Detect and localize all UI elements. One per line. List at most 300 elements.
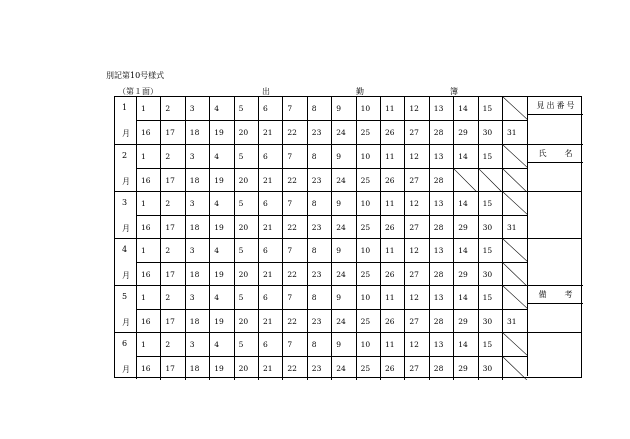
day-number: 26 [385,127,395,137]
day-cell [503,310,527,334]
name-label: 氏 名 [538,149,573,158]
month-row [115,238,581,285]
day-number: 18 [189,269,200,279]
day-number: 12 [409,104,419,113]
day-cell [137,97,161,120]
day-cell [454,357,478,381]
day-cell [430,97,454,120]
day-number: 2 [165,293,171,302]
day-cell [454,333,478,356]
day-number: 21 [263,127,273,137]
day-number: 4 [214,246,219,255]
day-cell [479,286,503,309]
day-number: 23 [311,363,322,373]
day-cell [259,97,283,120]
day-cell [259,263,283,287]
day-cell [430,263,454,287]
day-cell [186,310,210,334]
day-cell [137,239,161,262]
day-cell [283,97,307,120]
unused-day-cell [479,169,503,193]
day-cell [283,333,307,356]
day-cell [259,239,283,262]
form-title: 別記第10号様式 [106,71,165,80]
day-line [137,286,527,310]
day-cell [381,333,405,356]
day-number: 6 [263,104,268,113]
day-cell [430,357,454,381]
day-number: 21 [263,175,273,185]
day-number: 10 [360,293,371,302]
day-number: 4 [214,104,219,113]
month-label: 月 [122,224,130,233]
day-number: 31 [507,222,517,232]
day-cell [454,286,478,309]
day-number: 1 [141,340,146,349]
month-label: 月 [122,271,130,280]
day-cell [210,263,234,287]
day-number: 18 [189,222,200,232]
day-number: 20 [238,269,249,279]
day-number: 8 [311,152,317,161]
day-cell [430,145,454,168]
day-number: 7 [287,340,293,349]
day-number: 23 [311,175,322,185]
day-number: 23 [311,127,322,137]
day-cell [430,286,454,309]
day-cell [454,239,478,262]
day-number: 30 [482,316,493,326]
day-number: 2 [165,152,171,161]
day-cell [235,169,259,193]
day-cell [186,121,210,145]
day-cell [454,263,478,287]
day-number: 17 [165,175,175,185]
day-cell [210,145,234,168]
day-cell [283,169,307,193]
day-number: 27 [409,363,419,373]
day-cell [235,286,259,309]
day-cell [259,310,283,334]
heading-char: 出 [262,87,270,96]
unused-day-cell [503,286,527,309]
day-cell [283,286,307,309]
day-number: 11 [385,340,395,349]
unused-day-slash [503,145,527,168]
day-number: 18 [189,127,200,137]
day-cell [210,239,234,262]
day-cell [308,286,332,309]
day-cell [357,169,381,193]
ledger-number-label: 見 出 番 号 [536,101,575,110]
day-number: 10 [360,199,371,208]
day-number: 20 [238,127,249,137]
day-cell [137,216,161,240]
day-number: 5 [238,246,244,255]
day-number: 30 [482,363,493,373]
day-number: 26 [385,222,395,232]
day-number: 3 [189,340,195,349]
day-cell [259,333,283,356]
day-number: 24 [336,316,346,326]
day-number: 3 [189,152,195,161]
day-number: 13 [433,246,444,255]
day-cell [357,97,381,120]
day-cell [454,192,478,215]
day-number: 21 [263,316,273,326]
day-number: 7 [287,199,293,208]
day-cell [283,192,307,215]
day-number: 12 [409,152,419,161]
day-cell [332,216,356,240]
unused-day-slash [479,169,502,193]
day-cell [454,97,478,120]
day-number: 13 [433,152,444,161]
day-cell [479,239,503,262]
unused-day-cell [503,145,527,168]
day-line [137,357,527,381]
day-cell [381,263,405,287]
day-number: 5 [238,293,244,302]
day-number: 8 [311,340,317,349]
day-number: 15 [482,152,493,161]
day-number: 24 [336,269,346,279]
day-cell [479,263,503,287]
day-number: 1 [141,199,146,208]
day-cell [479,145,503,168]
day-cell [137,121,161,145]
unused-day-slash [503,97,527,120]
month-cell [115,286,137,332]
day-cell [405,145,429,168]
day-number: 19 [214,316,224,326]
day-number: 23 [311,222,322,232]
day-cell [405,192,429,215]
day-cell [283,145,307,168]
day-cell [186,333,210,356]
month-number: 2 [122,151,128,160]
day-cell [430,169,454,193]
unused-day-cell [503,169,527,193]
day-cell [186,357,210,381]
day-line [137,333,527,357]
day-cell [308,216,332,240]
day-cell [332,286,356,309]
day-cell [405,333,429,356]
day-line [137,310,527,334]
month-number: 5 [122,292,128,301]
day-number: 22 [287,269,297,279]
day-line [137,121,527,145]
month-number: 1 [122,103,128,112]
day-cell [137,192,161,215]
day-line [137,216,527,240]
day-number: 23 [311,316,322,326]
day-number: 24 [336,363,346,373]
day-cell [308,310,332,334]
day-cell [405,239,429,262]
day-number: 6 [263,340,268,349]
unused-day-slash [503,263,527,287]
day-cell [479,310,503,334]
day-number: 29 [458,222,468,232]
day-cell [308,97,332,120]
day-number: 9 [336,340,341,349]
day-cell [137,333,161,356]
day-number: 25 [360,316,371,326]
day-cell [479,216,503,240]
day-cell [210,121,234,145]
day-number: 11 [385,199,395,208]
day-number: 28 [433,222,444,232]
day-number: 11 [385,104,395,113]
day-number: 5 [238,199,244,208]
unused-day-cell [503,239,527,262]
day-cell [137,145,161,168]
day-cell [137,357,161,381]
day-cell [405,286,429,309]
unused-day-slash [503,333,527,356]
unused-day-slash [503,192,527,215]
sheet-label: （第１面） [118,87,158,96]
day-number: 3 [189,104,195,113]
month-number: 4 [122,245,128,254]
day-number: 23 [311,269,322,279]
day-number: 14 [458,246,468,255]
day-number: 19 [214,175,224,185]
day-number: 15 [482,293,493,302]
day-cell [235,145,259,168]
day-cell [357,263,381,287]
day-cell [405,121,429,145]
day-number: 15 [482,246,493,255]
day-cell [259,145,283,168]
day-cell [332,263,356,287]
day-cell [161,121,185,145]
day-number: 26 [385,363,395,373]
day-cell [430,121,454,145]
day-number: 18 [189,175,200,185]
day-number: 11 [385,293,395,302]
day-number: 19 [214,222,224,232]
day-cell [454,145,478,168]
day-number: 14 [458,104,468,113]
day-number: 7 [287,293,293,302]
day-number: 26 [385,316,395,326]
day-number: 9 [336,152,341,161]
day-number: 4 [214,293,219,302]
day-number: 16 [141,222,151,232]
day-line [137,263,527,287]
day-cell [357,192,381,215]
day-number: 10 [360,340,371,349]
day-cell [210,216,234,240]
heading-char: 簿 [450,87,458,96]
day-cell [405,97,429,120]
day-cell [479,192,503,215]
day-number: 13 [433,104,444,113]
day-cell [308,145,332,168]
heading-char: 勤 [356,87,364,96]
day-number: 20 [238,363,249,373]
day-cell [308,357,332,381]
day-number: 27 [409,222,419,232]
day-number: 26 [385,269,395,279]
day-line [137,169,527,193]
day-number: 12 [409,199,419,208]
day-number: 25 [360,127,371,137]
day-number: 9 [336,246,341,255]
day-cell [381,310,405,334]
day-number: 15 [482,199,493,208]
day-cell [210,286,234,309]
day-number: 28 [433,175,444,185]
day-cell [381,286,405,309]
day-number: 9 [336,293,341,302]
day-number: 25 [360,222,371,232]
day-number: 29 [458,269,468,279]
day-cell [405,169,429,193]
day-number: 15 [482,104,493,113]
month-label: 月 [122,365,130,374]
day-cell [332,357,356,381]
day-cell [283,263,307,287]
day-number: 7 [287,246,293,255]
day-cell [161,263,185,287]
day-cell [161,286,185,309]
day-cell [308,333,332,356]
day-number: 13 [433,199,444,208]
day-number: 9 [336,104,341,113]
day-number: 18 [189,316,200,326]
day-cell [430,216,454,240]
day-cell [137,263,161,287]
month-cell [115,239,137,285]
day-number: 20 [238,316,249,326]
day-cell [161,310,185,334]
unused-day-slash [454,169,477,193]
day-number: 22 [287,363,297,373]
day-number: 13 [433,340,444,349]
day-number: 22 [287,316,297,326]
day-number: 11 [385,152,395,161]
day-number: 29 [458,316,468,326]
day-number: 19 [214,127,224,137]
day-cell [405,310,429,334]
day-cell [503,216,527,240]
day-cell [283,239,307,262]
day-cell [235,310,259,334]
day-cell [186,286,210,309]
day-number: 27 [409,269,419,279]
day-cell [235,239,259,262]
day-cell [161,192,185,215]
day-number: 3 [189,246,195,255]
day-number: 25 [360,363,371,373]
day-number: 6 [263,199,268,208]
day-cell [259,286,283,309]
month-row [115,144,581,191]
day-number: 8 [311,293,317,302]
month-row [115,191,581,238]
day-number: 17 [165,363,175,373]
day-cell [186,239,210,262]
unused-day-cell [503,333,527,356]
day-number: 12 [409,246,419,255]
day-number: 4 [214,340,219,349]
day-cell [186,192,210,215]
day-number: 1 [141,152,146,161]
day-number: 6 [263,246,268,255]
day-cell [405,357,429,381]
day-cell [259,192,283,215]
day-cell [259,357,283,381]
day-number: 4 [214,152,219,161]
day-cell [283,121,307,145]
day-cell [479,333,503,356]
day-number: 10 [360,152,371,161]
day-cell [479,121,503,145]
day-number: 6 [263,152,268,161]
day-cell [454,216,478,240]
day-number: 30 [482,127,493,137]
day-number: 14 [458,293,468,302]
day-line [137,239,527,263]
month-cell [115,192,137,238]
day-number: 1 [141,293,146,302]
day-cell [235,357,259,381]
day-cell [479,357,503,381]
day-cell [161,145,185,168]
unused-day-cell [503,97,527,120]
day-cell [235,333,259,356]
day-cell [308,192,332,215]
day-cell [357,121,381,145]
day-number: 11 [385,246,395,255]
month-cell [115,333,137,379]
day-number: 17 [165,222,175,232]
day-number: 17 [165,316,175,326]
day-number: 28 [433,363,444,373]
day-number: 6 [263,293,268,302]
day-number: 26 [385,175,395,185]
day-number: 27 [409,127,419,137]
day-number: 17 [165,269,175,279]
day-number: 3 [189,293,195,302]
day-cell [161,239,185,262]
day-number: 21 [263,222,273,232]
unused-day-cell [503,192,527,215]
day-number: 12 [409,293,419,302]
day-number: 25 [360,269,371,279]
day-cell [430,239,454,262]
day-line [137,145,527,169]
day-cell [381,239,405,262]
day-cell [332,333,356,356]
month-label: 月 [122,177,130,186]
day-number: 14 [458,152,468,161]
day-cell [332,239,356,262]
day-number: 4 [214,199,219,208]
day-number: 21 [263,269,273,279]
day-number: 24 [336,175,346,185]
day-cell [186,263,210,287]
day-number: 16 [141,175,151,185]
day-number: 22 [287,175,297,185]
day-number: 7 [287,152,293,161]
unused-day-slash [503,239,527,262]
day-cell [503,121,527,145]
